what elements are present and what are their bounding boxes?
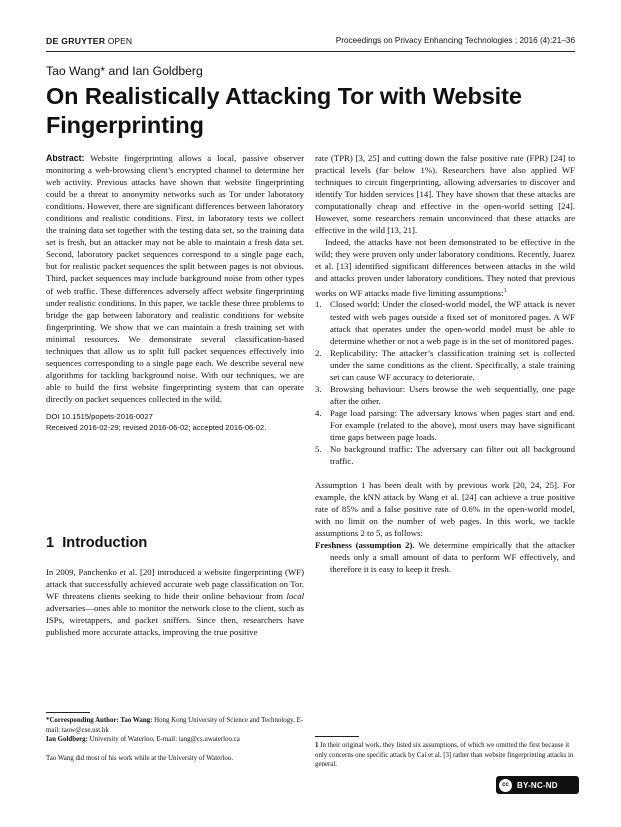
author-note: Tao Wang did most of his work while at the University of Waterloo.: [46, 754, 234, 762]
journal-header: Proceedings on Privacy Enhancing Technologies ; 2016 (4):21–36: [335, 36, 575, 45]
list-item-text: No background traffic: The adversary can filter out all background traffic.: [330, 444, 575, 467]
paper-authors: Tao Wang* and Ian Goldberg: [46, 64, 203, 78]
second-author-label: Ian Goldberg:: [46, 736, 88, 744]
list-item: [315, 407, 575, 443]
intro-part2: adversaries—ones able to monitor the network close to the client, such as ISPs, wiretappers, and packet sniffers. Since then, researchers have published more accurate attacks, improving the true positive: [46, 603, 304, 638]
publisher-header: [46, 36, 132, 46]
list-item-number: 5.: [315, 444, 322, 455]
section-title: Introduction: [62, 535, 148, 551]
footnote-divider: [315, 736, 359, 737]
author-footnotes: [46, 712, 304, 763]
publisher-name: DE GRUYTER: [46, 36, 106, 46]
list-item-text: Replicability: The attacker’s classification training set is collected under the same conditions as the client. Specifically, a stale training set can cause WF accuracy to deteriorate.: [330, 347, 575, 382]
footnote-1: [315, 741, 575, 770]
list-item-number: 4.: [315, 407, 322, 418]
section-heading: [46, 535, 147, 551]
footnote-number: 1: [315, 742, 319, 749]
header-divider: [46, 51, 575, 52]
freshness-paragraph: [315, 539, 575, 575]
license-label: BY-NC-ND: [517, 780, 558, 790]
list-item-number: 3.: [315, 383, 322, 394]
abstract-label: Abstract:: [46, 153, 85, 163]
intro-paragraph: [46, 566, 304, 638]
intro-text: [46, 566, 304, 638]
footnote-text: In their original work, they listed six assumptions, of which we omitted the first because it only concerns one specific attack by Cai et al. [3] rather than website fingerprinting attacks in general.: [315, 742, 574, 769]
abstract-block: [46, 152, 304, 433]
corresponding-author-text: Hong Kong University of Science and Technology, E-mail: taow@cse.ust.hk: [46, 717, 304, 734]
abstract-body: Website fingerprinting allows a local, passive observer monitoring a web-browsing client’s encrypted channel to determine her web activity. Previous attacks have shown that website fingerprinting could be a threat to anonymity networks such as Tor under laboratory conditions. However, there are significant differences between laboratory conditions and realistic conditions. First, in laboratory tests we collect the training data set together with the testing data set, so the training data set is fresh, but an attacker may not be able to maintain a fresh data set. Second, laboratory packet sequences correspond to a single page each, but for realistic packet sequences the split between pages is not obvious. Third, packet sequences may include background noise from other types of web traffic. These differences adversely affect website fingerprinting under realistic conditions. In this paper, we tackle these three problems to bridge the gap between laboratory and realistic conditions for website fingerprinting. We show that we can maintain a fresh training set with minimal resources. We demonstrate several classification-based techniques that allow us to split full packet sequences effectively into sequences corresponding to a single page each. We describe several new algorithms for tackling background noise. With our techniques, we are able to build the first website fingerprinting system that can operate directly on packet sequences collected in the wild.: [46, 153, 304, 404]
list-item: [315, 298, 575, 346]
col2-paragraph-3: Assumption 1 has been dealt with by previous work [20, 24, 25]. For example, the kNN attack by Wang et al. [24] can achieve a true positive rate of 85% and a false positive rate of 0.6% in the open-world model, with no limit on the number of web pages. In this work, we tackle assumptions 2 to 5, as follows:: [315, 480, 575, 539]
publisher-open: OPEN: [107, 36, 133, 46]
list-item-text: Page load parsing: The adversary knows when pages start and end. For example (related to the above), most users may have significant time gaps between page loads.: [330, 407, 575, 442]
paper-title: On Realistically Attacking Tor with Website Fingerprinting: [46, 83, 522, 138]
list-item: [315, 443, 575, 467]
list-item-number: 1.: [315, 299, 322, 310]
freshness-text: We determine empirically that the attacker needs only a small amount of data to perform WF effectively, and therefore it is easy to keep it fresh.: [330, 540, 575, 575]
corresponding-author: [46, 716, 304, 735]
abstract-text: [46, 152, 304, 405]
list-item: [315, 347, 575, 383]
col2-paragraph-2: [315, 236, 575, 298]
paper-meta: [46, 411, 304, 433]
footnote-divider: [46, 712, 90, 713]
corresponding-author-label: *Corresponding Author: Tao Wang:: [46, 717, 153, 724]
creative-commons-icon: cc: [499, 779, 512, 792]
second-author: [46, 735, 304, 745]
footnote-block: [315, 736, 575, 770]
second-author-text: University of Waterloo, E-mail: iang@cs.uwaterloo.ca: [87, 736, 240, 744]
license-badge[interactable]: [496, 776, 579, 794]
list-item-text: Closed world: Under the closed-world model, the WF attack is never tested with web pages outside a fixed set of monitored pages. A WF attack that operates under the open-world model must be able to determine whether or not a web page is in the set of monitored pages.: [330, 299, 575, 346]
doi: DOI 10.1515/popets-2016-0027: [46, 411, 153, 421]
received-dates: Received 2016-02-29; revised 2016-06-02; accepted 2016-06-02.: [46, 422, 267, 432]
assumption-list: [315, 298, 575, 467]
list-item-text: Browsing behaviour: Users browse the web sequentially, one page after the other.: [330, 383, 575, 406]
list-item-number: 2.: [315, 347, 322, 358]
col2-p2-text: Indeed, the attacks have not been demonstrated to be effective in the wild; they were proven only under laboratory conditions. Recently, Juarez et al. [13] identified significant differences between attacks in the wild and attacks proven under laboratory conditions. They noted that previous works on WF attacks made five limiting assumptions:: [315, 237, 575, 298]
freshness-label: Freshness (assumption 2).: [315, 540, 415, 551]
right-column: [315, 152, 575, 576]
intro-part1: In 2009, Panchenko et al. [20] introduced a website fingerprinting (WF) attack that successfully achieved accurate web page classification on Tor. WF threatens clients seeking to hide their online behaviour from: [46, 567, 304, 602]
section-number: 1: [46, 535, 55, 551]
intro-emph: local: [286, 591, 304, 602]
list-item: [315, 383, 575, 407]
col2-paragraph-1: rate (TPR) [3, 25] and cutting down the false positive rate (FPR) [24] to practical levels (far below 1%). Researchers have also applied WF techniques to circuit fingerprinting, allowing adversaries to discover and identify Tor hidden services [14]. They have shown that these attacks are computationally cheap and effective in the open-world setting [24]. However, some researchers remain unconvinced that these attacks are effective in the wild [13, 21].: [315, 153, 575, 236]
footnote-ref-1: 1: [503, 287, 507, 294]
